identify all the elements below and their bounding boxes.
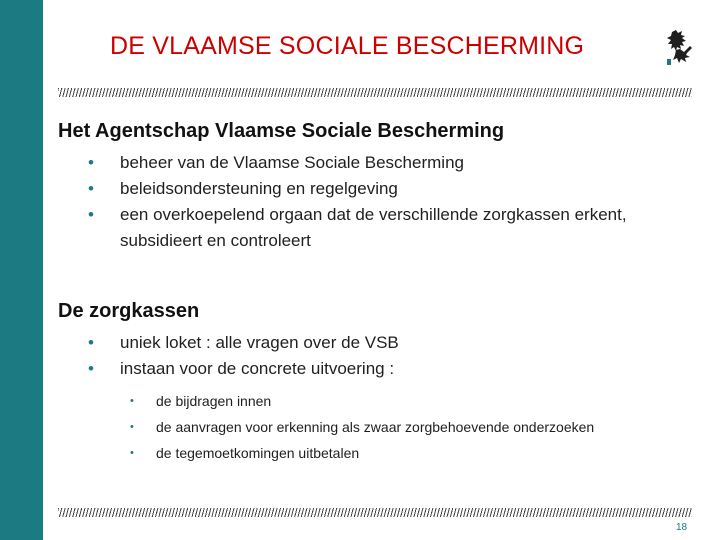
slide-title: DE VLAAMSE SOCIALE BESCHERMING bbox=[110, 32, 585, 60]
zorgkassen-bullet-list bbox=[58, 330, 688, 382]
top-divider bbox=[58, 88, 692, 97]
agentschap-section bbox=[58, 118, 688, 254]
zorgkassen-heading: De zorgkassen bbox=[58, 300, 200, 322]
agentschap-bullet-list bbox=[58, 150, 688, 254]
zorgkassen-sub-bullet-list bbox=[58, 388, 688, 466]
left-accent-bar bbox=[0, 0, 43, 540]
bullet-text: een overkoepelend orgaan dat de verschillende zorgkassen erkent, subsidieert en controleert bbox=[120, 205, 627, 250]
zorgkassen-section bbox=[58, 298, 688, 466]
list-item bbox=[58, 440, 688, 466]
bullet-icon: • bbox=[130, 395, 134, 407]
bullet-icon: • bbox=[88, 153, 94, 172]
bullet-text: uniek loket : alle vragen over de VSB bbox=[120, 333, 399, 352]
bullet-text: beleidsondersteuning en regelgeving bbox=[120, 179, 398, 198]
bullet-text: instaan voor de concrete uitvoering : bbox=[120, 359, 395, 378]
agentschap-heading: Het Agentschap Vlaamse Sociale Bescherming bbox=[58, 120, 505, 142]
bullet-icon: • bbox=[130, 421, 134, 433]
bottom-divider bbox=[58, 508, 692, 517]
list-item bbox=[58, 330, 688, 356]
bullet-icon: • bbox=[88, 333, 94, 352]
bullet-icon: • bbox=[88, 359, 94, 378]
list-item bbox=[58, 414, 688, 440]
bullet-icon: • bbox=[88, 179, 94, 198]
bullet-icon: • bbox=[130, 447, 134, 459]
list-item bbox=[58, 176, 688, 202]
page-number: 18 bbox=[676, 522, 688, 533]
list-item bbox=[58, 388, 688, 414]
bullet-text: beheer van de Vlaamse Sociale Bescherming bbox=[120, 153, 464, 172]
sub-bullet-text: de aanvragen voor erkenning als zwaar zorgbehoevende onderzoeken bbox=[156, 419, 595, 435]
list-item bbox=[58, 202, 688, 254]
flemish-lion-icon bbox=[664, 28, 694, 66]
sub-bullet-text: de tegemoetkomingen uitbetalen bbox=[156, 445, 360, 461]
bullet-icon: • bbox=[88, 205, 94, 224]
list-item bbox=[58, 356, 688, 382]
list-item bbox=[58, 150, 688, 176]
sub-bullet-text: de bijdragen innen bbox=[156, 393, 272, 409]
